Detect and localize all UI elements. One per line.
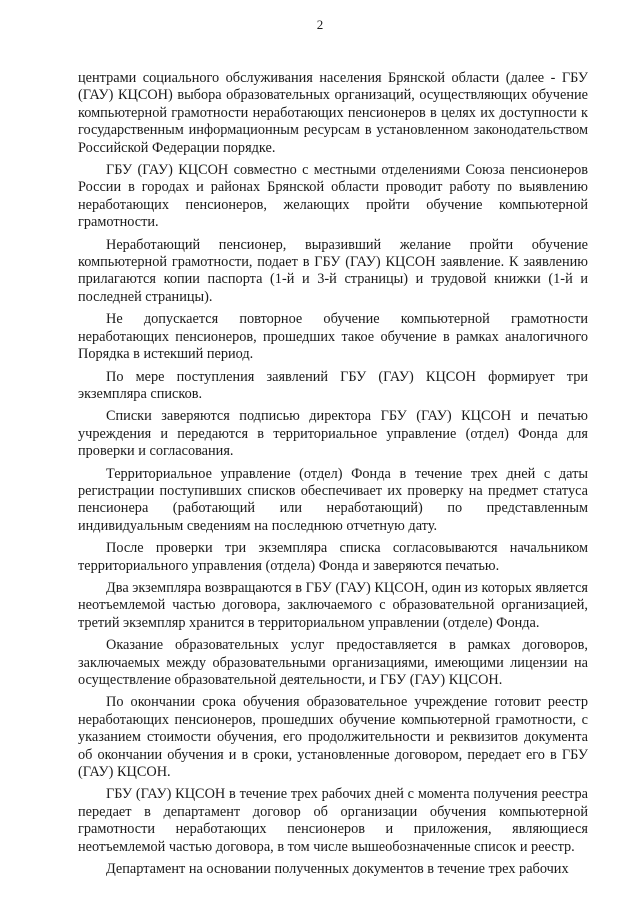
paragraph: По мере поступления заявлений ГБУ (ГАУ) КЦСОН формирует три экземпляра списков. <box>78 368 588 402</box>
paragraph: После проверки три экземпляра списка согласовываются начальником территориального управления (отдела) Фонда и заверяются печатью. <box>78 540 588 574</box>
paragraph: Территориальное управление (отдел) Фонда в течение трех дней с даты регистрации поступивших списков обеспечивает их проверку на предмет статуса пенсионера (работающий или неработающий) по представленным индивидуальным сведениям на последнюю отчетную дату. <box>78 465 588 534</box>
paragraph: По окончании срока обучения образовательное учреждение готовит реестр неработающих пенсионеров, прошедших обучение компьютерной грамотности, с указанием стоимости обучения, его продолжительности и реквизитов документа об окончании обучения и в сроки, установленные договором, передает его в ГБУ (ГАУ) КЦСОН. <box>78 694 588 781</box>
paragraph: Неработающий пенсионер, выразивший желание пройти обучение компьютерной грамотности, подает в ГБУ (ГАУ) КЦСОН заявление. К заявлению прилагаются копии паспорта (1-й и 3-й страницы) и трудовой книжки (1-й и последней страницы). <box>78 236 588 305</box>
paragraph: Оказание образовательных услуг предоставляется в рамках договоров, заключаемых между образовательными организациями, имеющими лицензии на осуществление образовательной деятельности, и ГБУ (ГАУ) КЦСОН. <box>78 637 588 688</box>
paragraph: Департамент на основании полученных документов в течение трех рабочих <box>106 861 569 878</box>
document-body <box>78 70 588 883</box>
paragraph: Списки заверяются подписью директора ГБУ (ГАУ) КЦСОН и печатью учреждения и передаются в территориальное управление (отдел) Фонда для проверки и согласования. <box>78 408 588 460</box>
paragraph: Два экземпляра возвращаются в ГБУ (ГАУ) КЦСОН, один из которых является неотъемлемой частью договора, заключаемого с образовательной организацией, третий экземпляр хранится в территориальном управлении (отделе) Фонда. <box>78 579 588 631</box>
page-number: 2 <box>316 17 324 32</box>
paragraph: Не допускается повторное обучение компьютерной грамотности неработающих пенсионеров, прошедших такое обучение в рамках аналогичного Порядка в истекший период. <box>78 311 588 363</box>
paragraph: центрами социального обслуживания населения Брянской области (далее - ГБУ (ГАУ) КЦСОН) выбора образовательных организаций, осуществляющих обучение компьютерной грамотности неработающих пенсионеров в целях их доступности к государственным информационным ресурсам в установленном законодательством Российской Федерации порядке. <box>78 70 588 156</box>
paragraph: ГБУ (ГАУ) КЦСОН в течение трех рабочих дней с момента получения реестра передает в департамент договор об организации обучения компьютерной грамотности неработающих пенсионеров и приложения, являющиеся неотъемлемой частью договора, в том числе вышеобозначенные список и реестр. <box>78 786 588 855</box>
paragraph: ГБУ (ГАУ) КЦСОН совместно с местными отделениями Союза пенсионеров России в городах и районах Брянской области проводит работу по выявлению неработающих пенсионеров, желающих пройти обучение компьютерной грамотности. <box>78 162 588 231</box>
